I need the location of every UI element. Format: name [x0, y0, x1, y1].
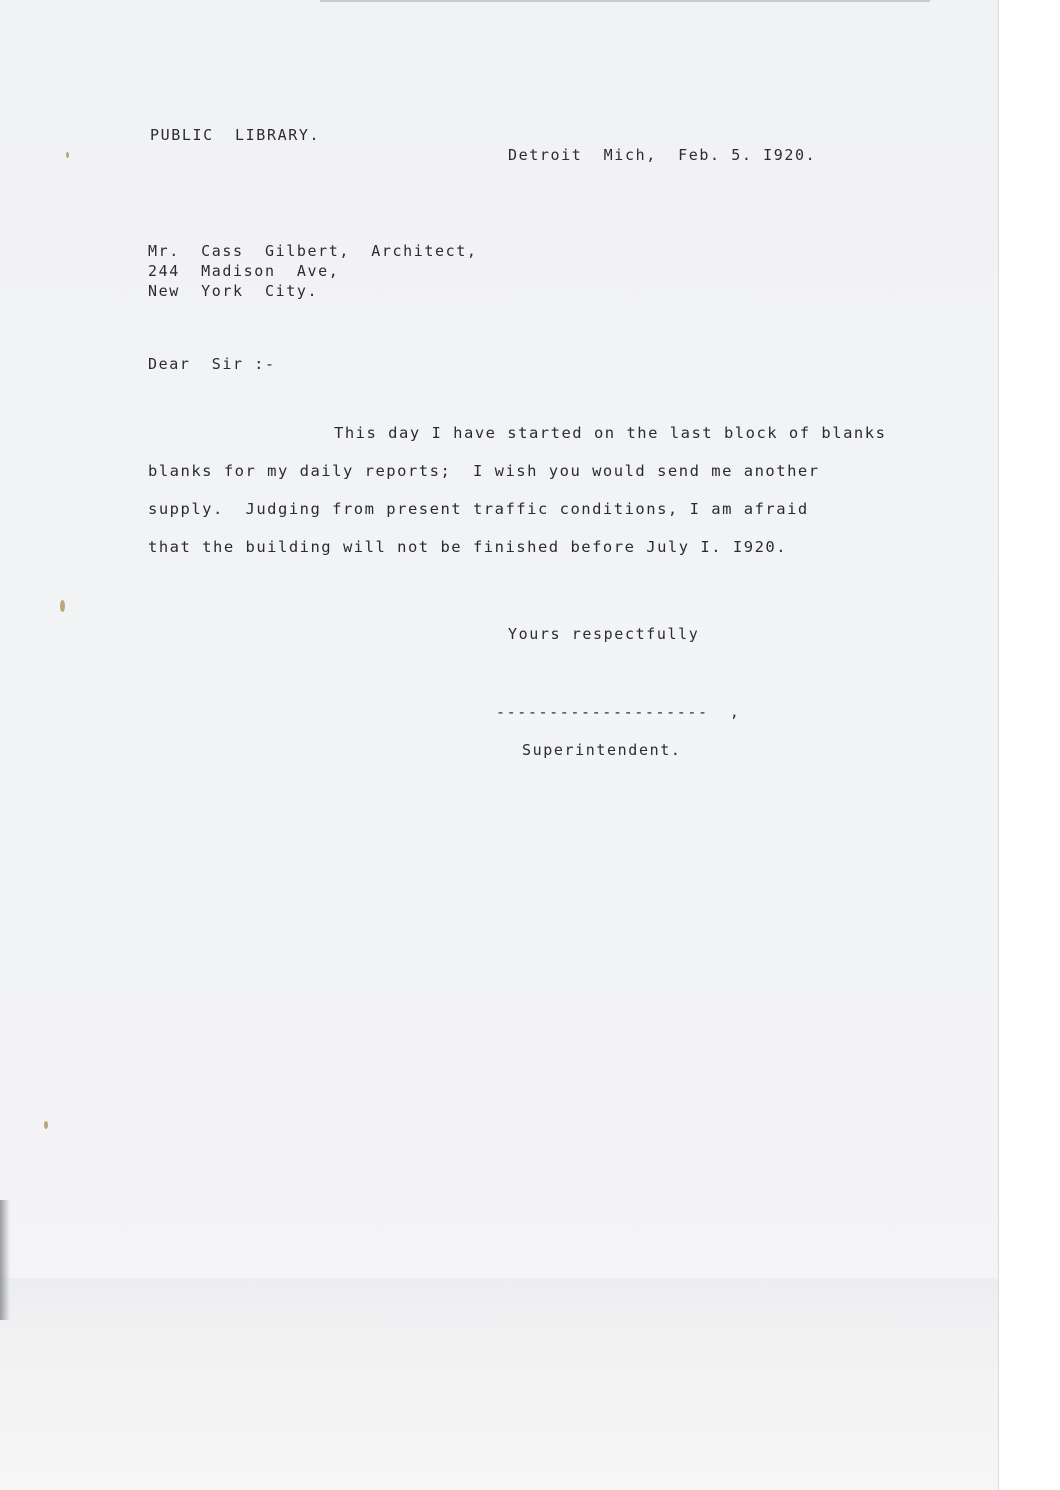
scan-edge-shadow	[0, 1200, 10, 1320]
address-line: 244 Madison Ave,	[148, 262, 340, 280]
body-line: that the building will not be finished before July I. I920.	[148, 538, 788, 556]
closing: Yours respectfully	[508, 625, 700, 643]
letterhead: PUBLIC LIBRARY.	[150, 126, 321, 144]
recipient-address	[148, 241, 478, 301]
place-date: Detroit Mich, Feb. 5. I920.	[508, 146, 817, 164]
paper-shading	[0, 1278, 998, 1490]
body-line: This day I have started on the last block of blanks	[334, 424, 887, 442]
salutation: Dear Sir :-	[148, 355, 276, 373]
address-line: New York City.	[148, 282, 319, 300]
paper-speck	[66, 152, 69, 158]
paper-speck	[60, 600, 65, 612]
paper-speck	[44, 1121, 48, 1129]
signature-title: Superintendent.	[522, 741, 682, 759]
body-line: blanks for my daily reports; I wish you would send me another	[148, 462, 820, 480]
page-edge	[320, 0, 930, 2]
address-line: Mr. Cass Gilbert, Architect,	[148, 242, 478, 260]
signature-line: -------------------- ,	[496, 703, 741, 721]
letter-body	[148, 414, 886, 566]
body-line: supply. Judging from present traffic conditions, I am afraid	[148, 500, 809, 518]
